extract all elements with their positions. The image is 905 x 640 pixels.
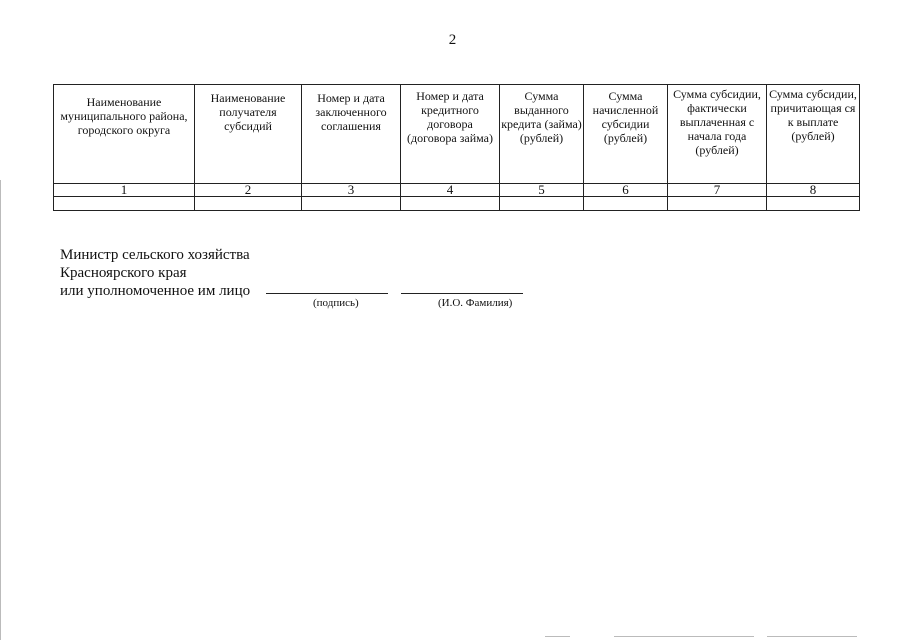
header-paid-subsidy: Сумма субсидии, фактически выплаченная с начала года (рублей): [668, 85, 767, 184]
scan-edge-mark: [545, 636, 570, 637]
table-number-row: [54, 184, 860, 197]
table-cell: [584, 197, 668, 211]
table-cell: [767, 197, 860, 211]
header-due-subsidy: Сумма субсидии, причитающая ся к выплате (рублей): [767, 85, 860, 184]
table-row: [54, 197, 860, 211]
column-number: 2: [195, 184, 302, 197]
signatory-title-line3: или уполномоченное им лицо: [60, 283, 251, 299]
column-number: 6: [584, 184, 668, 197]
table-cell: [401, 197, 500, 211]
column-number: 4: [401, 184, 500, 197]
signature-block: [60, 246, 250, 300]
column-number: 5: [500, 184, 584, 197]
scan-edge-mark: [614, 636, 754, 637]
signature-caption: (подпись): [313, 297, 359, 309]
header-recipient: Наименование получателя субсидий: [195, 85, 302, 184]
table-cell: [500, 197, 584, 211]
page-number: 2: [448, 32, 457, 48]
column-number: 8: [767, 184, 860, 197]
header-agreement: Номер и дата заключенного соглашения: [302, 85, 401, 184]
table-cell: [668, 197, 767, 211]
header-district: Наименование муниципального районa, городского округа: [54, 85, 195, 184]
column-number: 1: [54, 184, 195, 197]
column-number: 7: [668, 184, 767, 197]
table-cell: [54, 197, 195, 211]
scan-edge-mark: [0, 180, 1, 640]
header-loan-contract: Номер и дата кредитного договора (договора займа): [401, 85, 500, 184]
table-cell: [195, 197, 302, 211]
name-line: [401, 293, 523, 294]
signatory-title-line2: Красноярского края: [60, 265, 187, 281]
table-header-row: [54, 85, 860, 184]
table-cell: [302, 197, 401, 211]
name-caption: (И.О. Фамилия): [438, 297, 513, 309]
header-accrued-subsidy: Сумма начисленной субсидии (рублей): [584, 85, 668, 184]
scan-edge-mark: [767, 636, 857, 637]
signature-line: [266, 293, 388, 294]
subsidy-table: [53, 84, 860, 211]
signatory-title-line1: Министр сельского хозяйства: [60, 247, 250, 263]
header-loan-amount: Сумма выданного кредита (займа) (рублей): [500, 85, 584, 184]
column-number: 3: [302, 184, 401, 197]
